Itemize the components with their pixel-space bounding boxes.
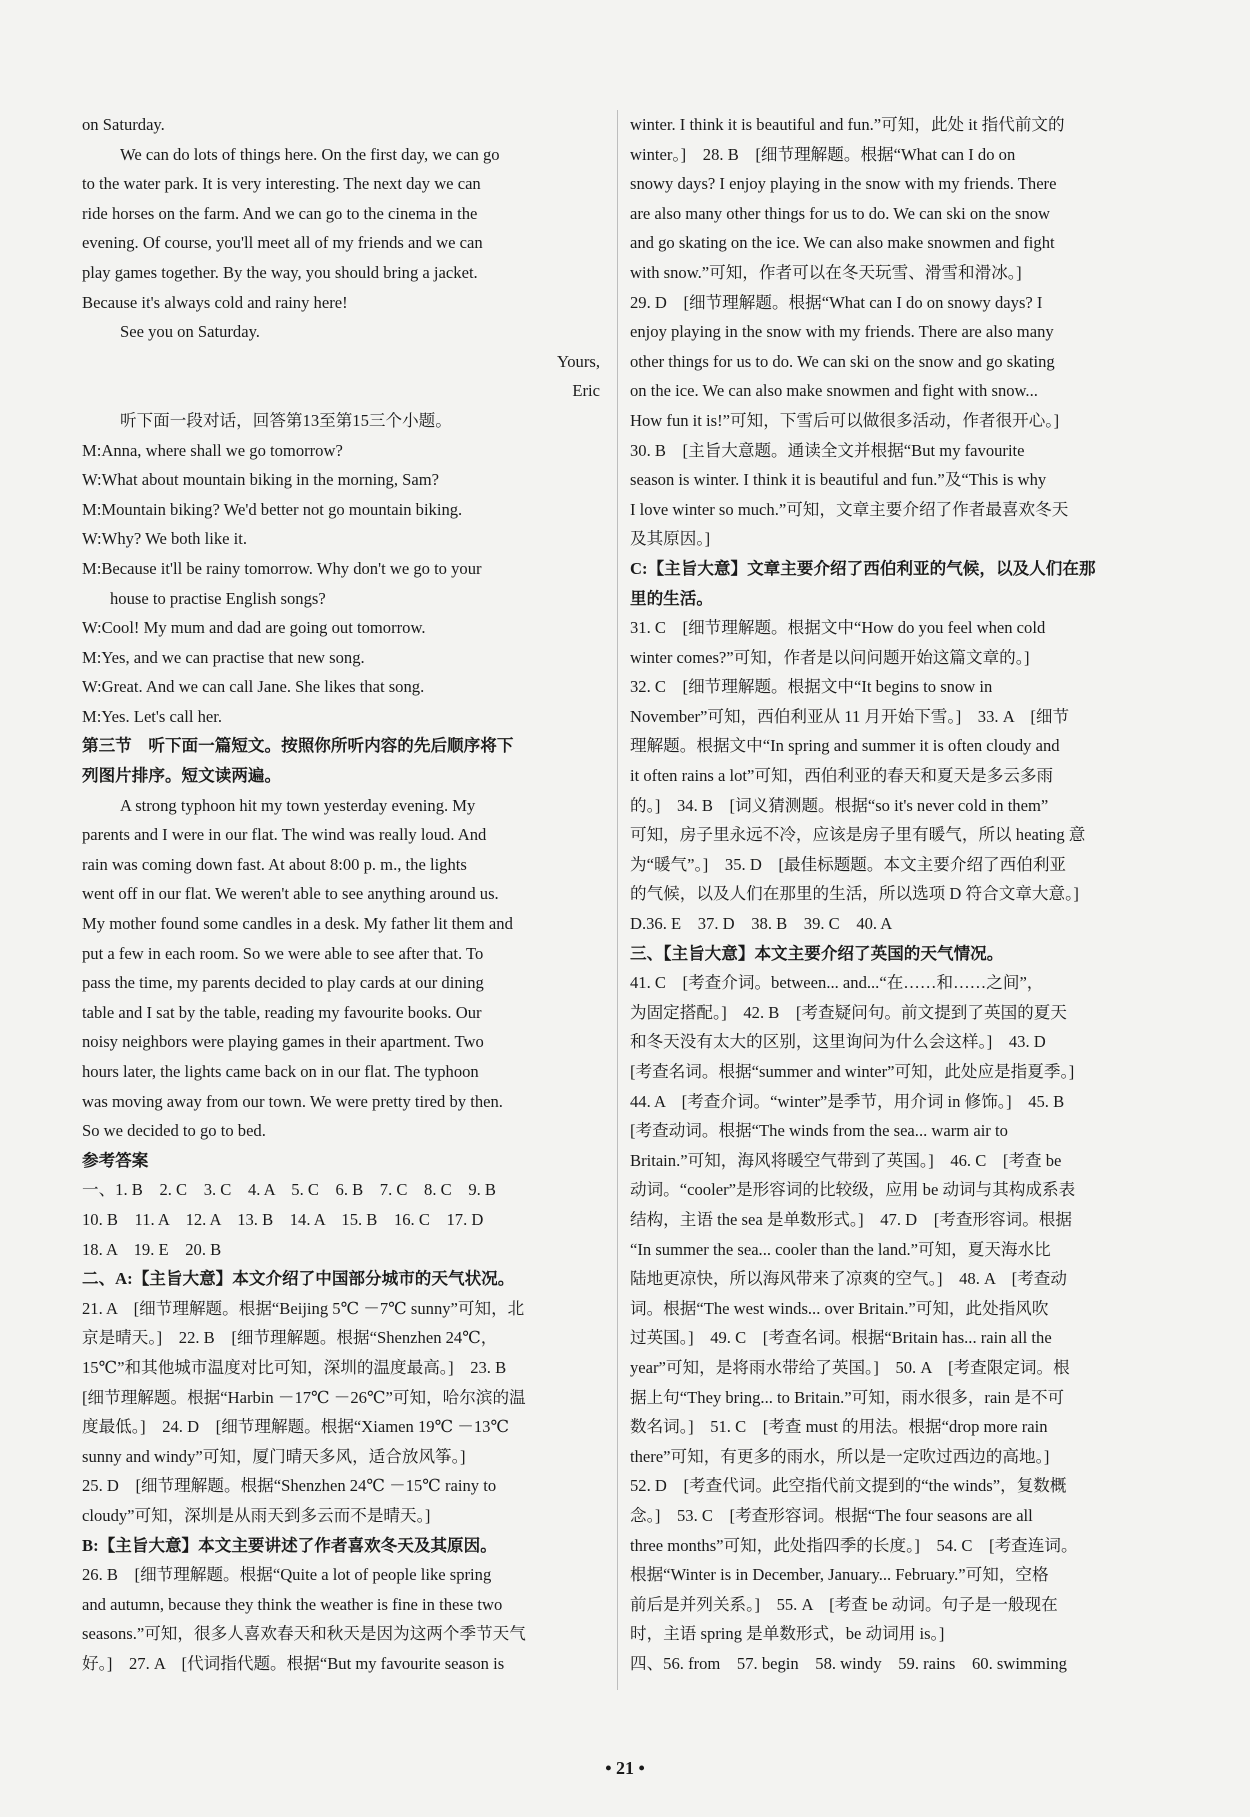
text-line: A strong typhoon hit my town yesterday evening. My [120, 795, 476, 815]
text-line: house to practise English songs? [110, 588, 326, 608]
text-line: 41. C [考查介词。between... and...“在……和……之间”， [630, 973, 1044, 993]
text-line: evening. Of course, you'll meet all of my friends and we can [82, 233, 483, 253]
text-line: winter comes?”可知，作者是以问问题开始这篇文章的。] [630, 647, 1030, 667]
text-line: with snow.”可知，作者可以在冬天玩雪、滑雪和滑冰。] [630, 262, 1022, 282]
text-line: See you on Saturday. [120, 322, 260, 342]
text-line: snowy days? I enjoy playing in the snow with my friends. There [630, 174, 1057, 194]
text-line: 结构，主语 the sea 是单数形式。] 47. D [考查形容词。根据 [630, 1209, 1072, 1229]
text-line: Eric [572, 381, 600, 401]
text-line: 听下面一段对话，回答第13至第15三个小题。 [120, 410, 452, 430]
text-line: Because it's always cold and rainy here! [82, 292, 348, 312]
text-line: 前后是并列关系。] 55. A [考查 be 动词。句子是一般现在 [630, 1594, 1058, 1614]
left-column [82, 110, 602, 1678]
text-line: M:Yes, and we can practise that new song. [82, 647, 365, 667]
right-column [630, 110, 1150, 1678]
text-line: 里的生活。 [630, 588, 713, 608]
text-line: Yours, [556, 351, 600, 371]
text-line: are also many other things for us to do. We can ski on the snow [630, 203, 1051, 223]
text-line: parents and I were in our flat. The wind was really loud. And [82, 825, 487, 845]
text-line: sunny and windy”可知，厦门晴天多风，适合放风筝。] [82, 1446, 466, 1466]
text-line: 数名词。] 51. C [考查 must 的用法。根据“drop more rain [630, 1417, 1048, 1437]
text-line: 可知，房子里永远不冷，应该是房子里有暖气，所以 heating 意 [630, 825, 1086, 845]
text-line: 52. D [考查代词。此空指代前文提到的“the winds”，复数概 [630, 1476, 1067, 1496]
text-line: 理解题。根据文中“In spring and summer it is often cloudy and [630, 736, 1060, 756]
text-line: 的。] 34. B [词义猜测题。根据“so it's never cold in them” [630, 795, 1049, 815]
text-line: 30. B [主旨大意题。通读全文并根据“But my favourite [630, 440, 1025, 460]
text-line: noisy neighbors were playing games in their apartment. Two [82, 1032, 484, 1052]
text-line: ride horses on the farm. And we can go to the cinema in the [82, 203, 478, 223]
text-line: season is winter. I think it is beautiful and fun.”及“This is why [630, 470, 1047, 490]
text-line: 为“暖气”。] 35. D [最佳标题题。本文主要介绍了西伯利亚 [630, 854, 1067, 874]
text-line: We can do lots of things here. On the first day, we can go [120, 144, 500, 164]
text-line: winter。] 28. B [细节理解题。根据“What can I do on [630, 144, 1016, 164]
text-line: 为固定搭配。] 42. B [考查疑问句。前文提到了英国的夏天 [630, 1002, 1067, 1022]
text-line: 的气候，以及人们在那里的生活，所以选项 D 符合文章大意。] [630, 884, 1079, 904]
text-line: put a few in each room. So we were able to see after that. To [82, 943, 484, 963]
text-line: on Saturday. [82, 115, 165, 134]
text-line: on the ice. We can also make snowmen and fight with snow... [630, 381, 1038, 401]
text-line: 18. A 19. E 20. B [82, 1239, 222, 1259]
text-line: and go skating on the ice. We can also make snowmen and fight [630, 233, 1055, 253]
text-line: table and I sat by the table, reading my favourite books. Our [82, 1002, 482, 1022]
text-line: 四、56. from 57. begin 58. windy 59. rains 60. swimming [630, 1653, 1067, 1673]
text-line: W:Why? We both like it. [82, 529, 248, 549]
text-line: 29. D [细节理解题。根据“What can I do on snowy days? I [630, 292, 1043, 312]
text-line: [考查名词。根据“summer and winter”可知，此处应是指夏季。] [630, 1062, 1075, 1081]
text-line: November”可知，西伯利亚从 11 月开始下雪。] 33. A [细节 [630, 706, 1070, 726]
text-line: M:Mountain biking? We'd better not go mountain biking. [82, 499, 463, 519]
text-line: cloudy”可知，深圳是从雨天到多云而不是晴天。] [82, 1505, 431, 1525]
text-line: Britain.”可知，海风将暖空气带到了英国。] 46. C [考查 be [630, 1150, 1062, 1170]
text-line: How fun it is!”可知，下雪后可以做很多活动，作者很开心。] [630, 410, 1060, 430]
text-line: I love winter so much.”可知，文章主要介绍了作者最喜欢冬天 [630, 499, 1069, 519]
text-line: year”可知，是将雨水带给了英国。] 50. A [考查限定词。根 [630, 1357, 1070, 1377]
text-line: 京是晴天。] 22. B [细节理解题。根据“Shenzhen 24℃， [82, 1328, 498, 1348]
text-line: D.36. E 37. D 38. B 39. C 40. A [630, 914, 893, 934]
column-divider [617, 110, 618, 1690]
text-line: rain was coming down fast. At about 8:00 p. m., the lights [82, 854, 467, 874]
text-line: seasons.”可知，很多人喜欢春天和秋天是因为这两个季节天气 [82, 1624, 526, 1644]
text-line: 词。根据“The west winds... over Britain.”可知，此处指风吹 [630, 1298, 1049, 1318]
text-line: three months”可知，此处指四季的长度。] 54. C [考查连词。 [630, 1535, 1078, 1555]
text-line: 和冬天没有太大的区别，这里询问为什么会这样。] 43. D [630, 1032, 1046, 1052]
text-line: 二、A:【主旨大意】本文介绍了中国部分城市的天气状况。 [82, 1269, 515, 1289]
text-line: M:Because it'll be rainy tomorrow. Why don't we go to your [82, 558, 482, 578]
text-line: C:【主旨大意】文章主要介绍了西伯利亚的气候，以及人们在那 [630, 558, 1096, 578]
text-line: 参考答案 [82, 1150, 149, 1170]
text-line: 动词。“cooler”是形容词的比较级，应用 be 动词与其构成系表 [630, 1180, 1076, 1200]
text-line: M:Anna, where shall we go tomorrow? [82, 440, 343, 460]
text-line: 过英国。] 49. C [考查名词。根据“Britain has... rain all the [630, 1328, 1052, 1348]
text-line: there”可知，有更多的雨水，所以是一定吹过西边的高地。] [630, 1446, 1050, 1466]
text-line: 25. D [细节理解题。根据“Shenzhen 24℃ －15℃ rainy to [82, 1476, 497, 1496]
text-line: play games together. By the way, you should bring a jacket. [82, 262, 478, 282]
text-line: 时，主语 spring 是单数形式，be 动词用 is。] [630, 1624, 945, 1644]
text-line: 26. B [细节理解题。根据“Quite a lot of people like spring [82, 1565, 492, 1585]
text-line: 及其原因。] [630, 529, 711, 549]
text-line: to the water park. It is very interesting. The next day we can [82, 174, 481, 194]
text-line: 念。] 53. C [考查形容词。根据“The four seasons are all [630, 1505, 1033, 1525]
text-line: 10. B 11. A 12. A 13. B 14. A 15. B 16. C 17. D [82, 1209, 484, 1229]
text-line: 15℃”和其他城市温度对比可知，深圳的温度最高。] 23. B [82, 1357, 507, 1377]
text-line: 据上句“They bring... to Britain.”可知，雨水很多，rain 是不可 [630, 1387, 1065, 1407]
text-line: 一、1. B 2. C 3. C 4. A 5. C 6. B 7. C 8. C 9. B [82, 1180, 496, 1200]
text-line: 31. C [细节理解题。根据文中“How do you feel when cold [630, 618, 1046, 638]
text-line: So we decided to go to bed. [82, 1121, 266, 1141]
text-line: pass the time, my parents decided to play cards at our dining [82, 973, 484, 993]
text-line: enjoy playing in the snow with my friends. There are also many [630, 322, 1054, 342]
text-line: went off in our flat. We weren't able to see anything around us. [82, 884, 499, 904]
text-line: W:Cool! My mum and dad are going out tomorrow. [82, 618, 426, 638]
text-line: hours later, the lights came back on in our flat. The typhoon [82, 1062, 479, 1081]
text-line: My mother found some candles in a desk. My father lit them and [82, 914, 513, 934]
text-line: 根据“Winter is in December, January... February.”可知，空格 [630, 1565, 1049, 1585]
text-line: and autumn, because they think the weather is fine in these two [82, 1594, 503, 1614]
text-line: 44. A [考查介词。“winter”是季节，用介词 in 修饰。] 45. B [630, 1091, 1065, 1111]
text-line: M:Yes. Let's call her. [82, 706, 223, 726]
text-line: was moving away from our town. We were pretty tired by then. [82, 1091, 503, 1111]
text-line: 好。] 27. A [代词指代题。根据“But my favourite season is [82, 1653, 505, 1673]
text-line: other things for us to do. We can ski on the snow and go skating [630, 351, 1055, 371]
text-line: winter. I think it is beautiful and fun.”可知，此处 it 指代前文的 [630, 115, 1065, 134]
text-line: 列图片排序。短文读两遍。 [82, 766, 282, 786]
text-line: W:What about mountain biking in the morning, Sam? [82, 470, 440, 490]
text-line: 陆地更凉快，所以海风带来了凉爽的空气。] 48. A [考查动 [630, 1269, 1067, 1289]
text-line: “In summer the sea... cooler than the land.”可知，夏天海水比 [630, 1239, 1051, 1259]
text-line: 三、【主旨大意】本文主要介绍了英国的天气情况。 [630, 943, 1004, 963]
text-line: it often rains a lot”可知，西伯利亚的春天和夏天是多云多雨 [630, 766, 1054, 786]
text-line: 度最低。] 24. D [细节理解题。根据“Xiamen 19℃ －13℃ [82, 1417, 510, 1437]
text-line: 32. C [细节理解题。根据文中“It begins to snow in [630, 677, 993, 697]
text-line: 21. A [细节理解题。根据“Beijing 5℃ －7℃ sunny”可知，北 [82, 1298, 525, 1318]
text-line: 第三节 听下面一篇短文。按照你所听内容的先后顺序将下 [82, 736, 514, 756]
text-line: W:Great. And we can call Jane. She likes that song. [82, 677, 425, 697]
page-number: • 21 • [605, 1758, 645, 1778]
text-line: [考查动词。根据“The winds from the sea... warm air to [630, 1121, 1008, 1141]
text-line: B:【主旨大意】本文主要讲述了作者喜欢冬天及其原因。 [82, 1535, 497, 1555]
text-line: [细节理解题。根据“Harbin －17℃ －26℃”可知，哈尔滨的温 [82, 1387, 526, 1407]
